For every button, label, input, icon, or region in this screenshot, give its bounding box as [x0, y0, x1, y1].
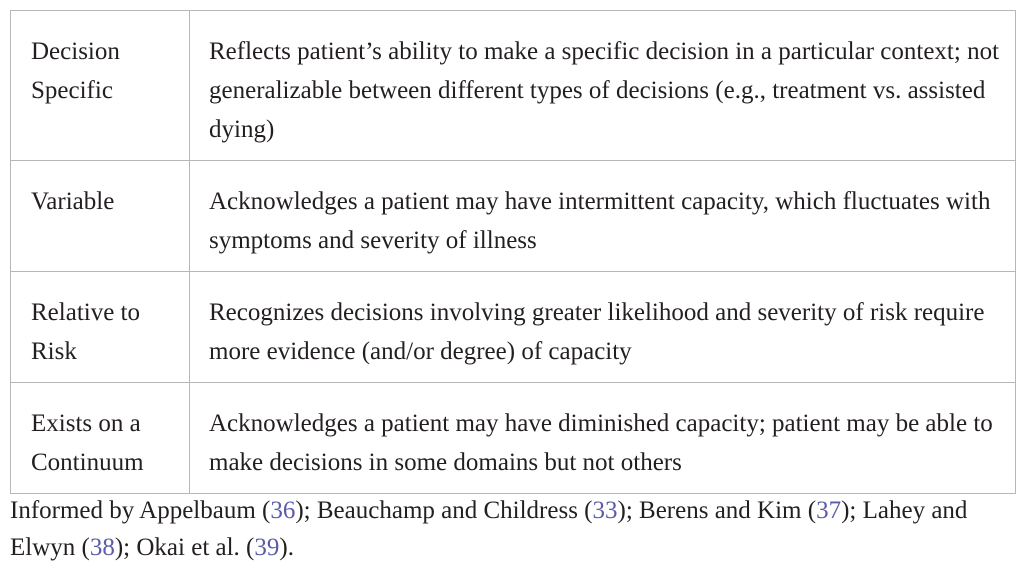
reference-link-36[interactable]: 36: [270, 497, 296, 524]
characteristics-table: [11, 11, 1015, 493]
table-row: [11, 11, 1015, 161]
table-row: [11, 161, 1015, 272]
footnote-text: ); Okai et al. (: [114, 534, 255, 561]
table-row: [11, 383, 1015, 494]
footnote-text: ).: [279, 534, 294, 561]
term-cell: Variable: [11, 161, 190, 272]
footnote-text: Informed by Appelbaum (: [10, 497, 271, 524]
term-cell: Relative to Risk: [11, 272, 190, 383]
description-cell: Recognizes decisions involving greater likelihood and severity of risk require more evidence (and/or degree) of capacity: [190, 272, 1016, 383]
reference-link-37[interactable]: 37: [816, 497, 842, 524]
term-cell: Decision Specific: [11, 11, 190, 161]
description-cell: Acknowledges a patient may have diminished capacity; patient may be able to make decisions in some domains but not others: [209, 410, 993, 476]
reference-link-39[interactable]: 39: [254, 534, 280, 561]
description-cell: Reflects patient’s ability to make a specific decision in a particular context; not generalizable between different types of decisions (e.g., treatment vs. assisted dying): [190, 11, 1016, 161]
reference-link-38[interactable]: 38: [89, 534, 115, 561]
footnote-text: ); Berens and Kim (: [617, 497, 817, 524]
term-cell: Exists on a Continuum: [11, 383, 190, 494]
table-footnote: [10, 492, 1020, 566]
footnote-text: ); Lahey and Elwyn (: [10, 497, 968, 561]
description-cell: Acknowledges a patient may have intermittent capacity, which fluctuates with symptoms and severity of illness: [190, 161, 1016, 272]
table-row: [11, 272, 1015, 383]
footnote-text: ); Beauchamp and Childress (: [295, 497, 593, 524]
capacity-characteristics-table: [10, 10, 1016, 494]
reference-link-33[interactable]: 33: [592, 497, 618, 524]
